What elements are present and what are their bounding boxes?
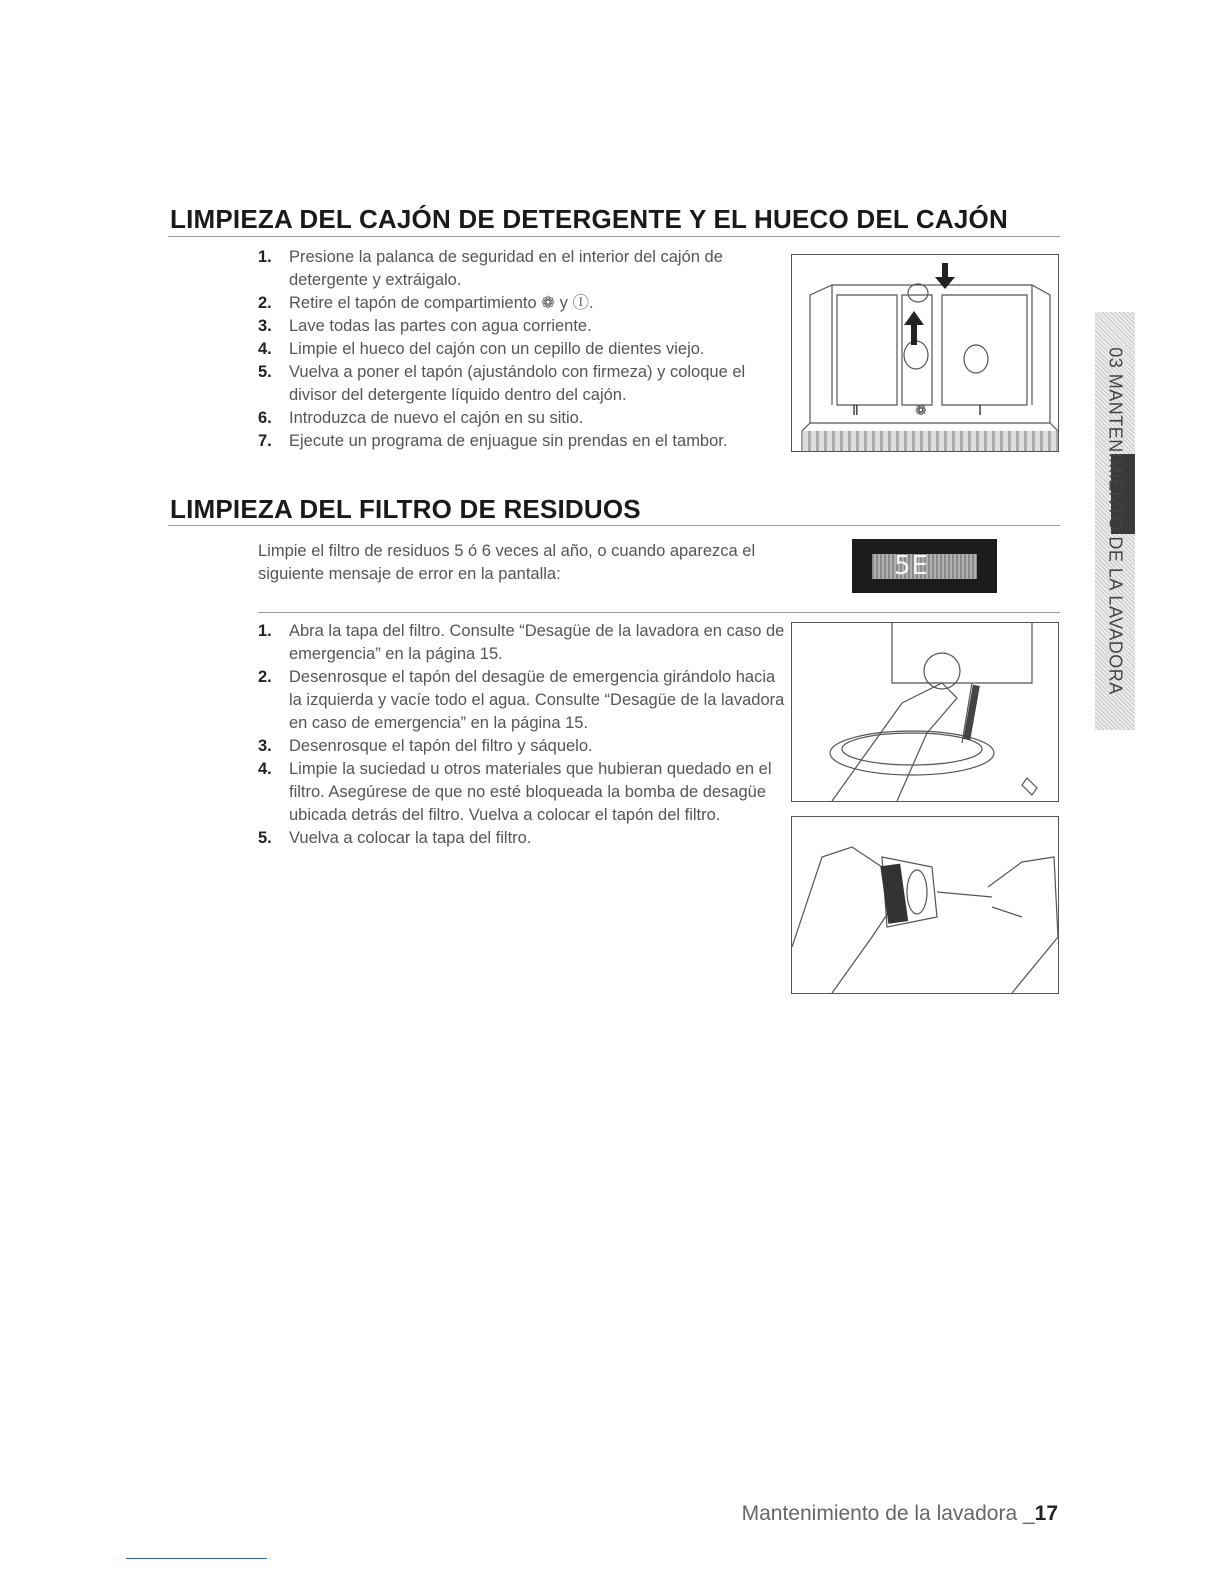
step-text: Presione la palanca de seguridad en el interior del cajón de detergente y extráigalo. (289, 248, 723, 289)
step-number: 2. (258, 294, 272, 312)
step-number: 1. (258, 622, 272, 640)
section-heading-detergent-drawer: LIMPIEZA DEL CAJÓN DE DETERGENTE Y EL HUECO DEL CAJÓN (170, 204, 1008, 234)
step-text: Ejecute un programa de enjuague sin prendas en el tambor. (289, 432, 728, 450)
arrow-up-icon (904, 311, 924, 345)
filter-intro-text: Limpie el filtro de residuos 5 ó 6 veces al año, o cuando aparezca el siguiente mensaje de error en la pantalla: (258, 542, 756, 583)
step-number: 3. (258, 737, 272, 755)
detergent-drawer-illustration (791, 254, 1059, 452)
heading-divider (168, 236, 1060, 237)
list-item (258, 620, 786, 666)
step-text: Introduzca de nuevo el cajón en su sitio. (289, 409, 584, 427)
list-item (258, 361, 786, 407)
step-text: Vuelva a poner el tapón (ajustándolo con firmeza) y coloque el divisor del detergente líquido dentro del cajón. (289, 363, 746, 404)
list-item (258, 292, 786, 315)
step-number: 5. (258, 829, 272, 847)
step-number: 1. (258, 248, 272, 266)
step-text: Limpie el hueco del cajón con un cepillo de dientes viejo. (289, 340, 705, 358)
list-item (258, 666, 786, 735)
step-text: Lave todas las partes con agua corriente. (289, 317, 592, 335)
error-display (852, 539, 997, 593)
step-text: Desenrosque el tapón del filtro y sáquelo. (289, 737, 593, 755)
section-heading-debris-filter: LIMPIEZA DEL FILTRO DE RESIDUOS (170, 494, 641, 524)
error-code: 5E (894, 551, 929, 581)
chapter-label: 03 MANTENIMIENTO DE LA LAVADORA (1105, 347, 1126, 695)
step-number: 6. (258, 409, 272, 427)
step-text: Limpie la suciedad u otros materiales que hubieran quedado en el filtro. Asegúrese de que no esté bloqueada la bomba de desagüe ubicada detrás del filtro. Vuelva a colocar el tapón del filtro. (289, 760, 772, 824)
list-item (258, 246, 786, 292)
compartment-label: Ⅱ (852, 403, 859, 419)
detergent-steps-list (258, 246, 786, 453)
filter-cleaning-illustration (791, 816, 1059, 994)
intro-divider (258, 612, 1060, 613)
list-item (258, 407, 786, 430)
list-item (258, 758, 786, 827)
chapter-side-tab (1095, 312, 1135, 730)
drain-filter-illustration (791, 622, 1059, 802)
step-number: 3. (258, 317, 272, 335)
step-text: Abra la tapa del filtro. Consulte “Desagüe de la lavadora en caso de emergencia” en la página 15. (289, 622, 785, 663)
compartment-label: Ⅰ (978, 403, 983, 419)
compartment-label: ❁ (915, 403, 927, 419)
list-item (258, 315, 786, 338)
page-number: 17 (1034, 1502, 1058, 1525)
page-footer (742, 1502, 1058, 1526)
step-number: 5. (258, 363, 272, 381)
step-number: 7. (258, 432, 272, 450)
footnote-line (126, 1558, 267, 1559)
step-number: 4. (258, 340, 272, 358)
heading-divider (168, 525, 1060, 526)
list-item (258, 827, 786, 850)
filter-steps-list (258, 620, 786, 850)
step-number: 4. (258, 760, 272, 778)
step-text: Retire el tapón de compartimiento ❁ y Ⓘ. (289, 294, 594, 312)
step-text: Vuelva a colocar la tapa del filtro. (289, 829, 532, 847)
list-item (258, 430, 786, 453)
list-item (258, 735, 786, 758)
step-number: 2. (258, 668, 272, 686)
list-item (258, 338, 786, 361)
step-text: Desenrosque el tapón del desagüe de emergencia girándolo hacia la izquierda y vacíe todo el agua. Consulte “Desagüe de la lavadora en caso de emergencia” en la página 15. (289, 668, 785, 732)
footer-title: Mantenimiento de la lavadora _ (741, 1502, 1035, 1525)
